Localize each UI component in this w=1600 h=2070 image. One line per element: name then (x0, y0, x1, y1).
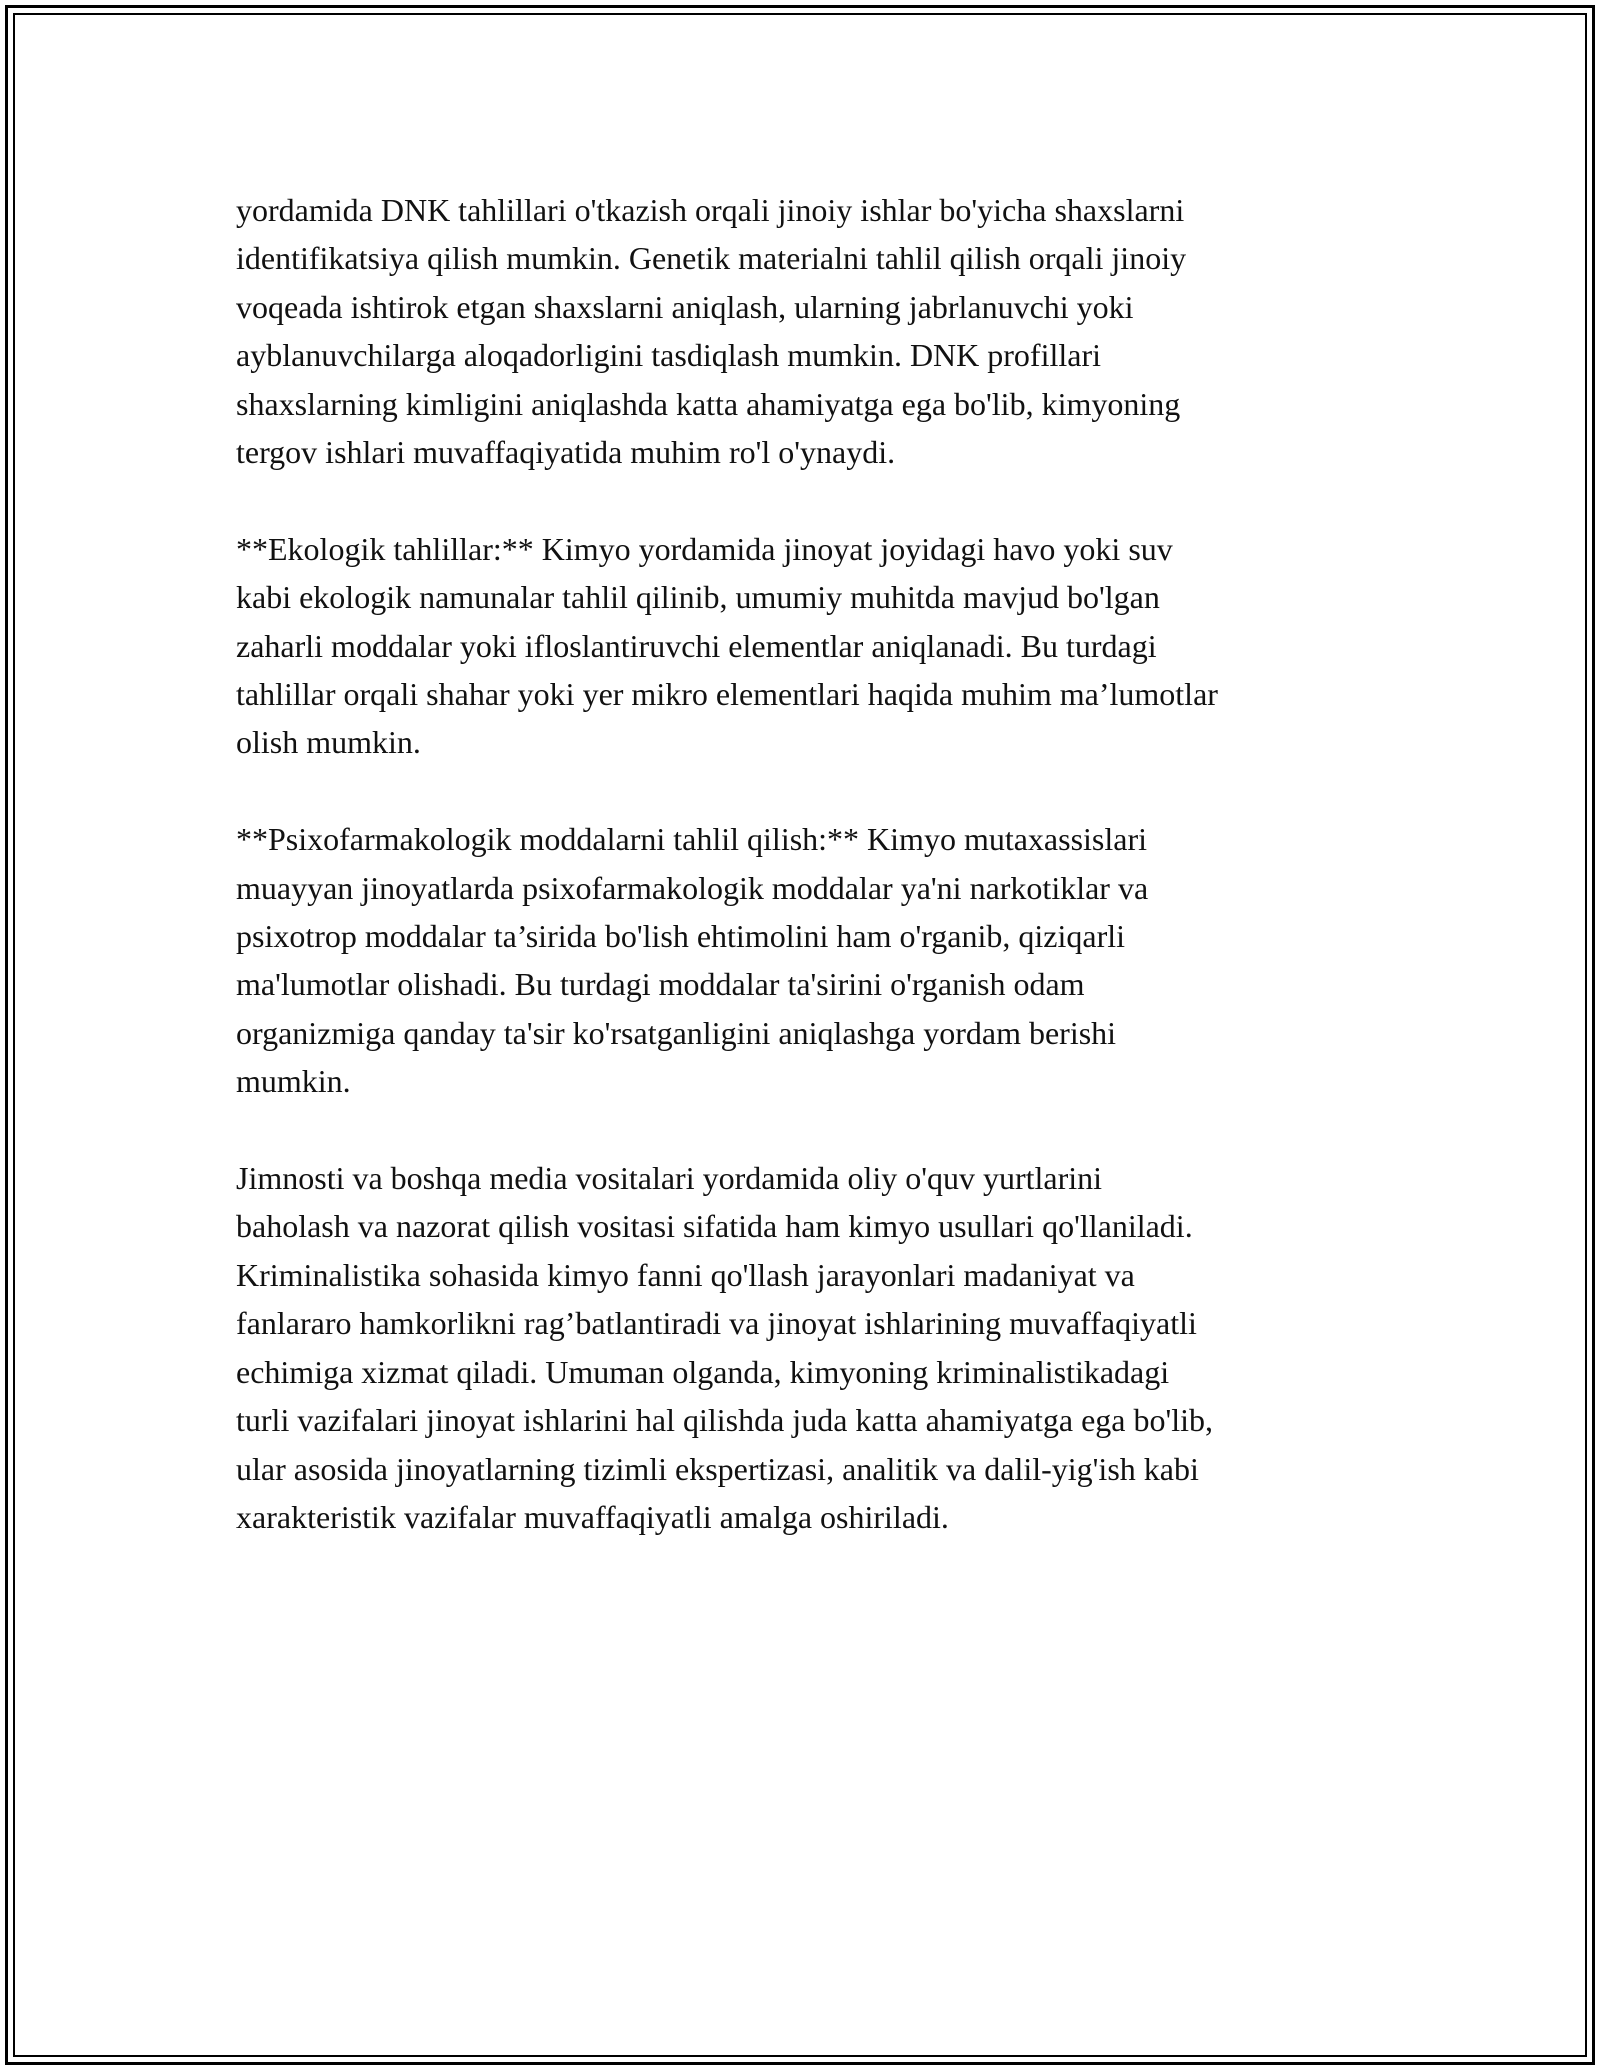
paragraph-dnk-analysis: yordamida DNK tahlillari o'tkazish orqali jinoiy ishlar bo'yicha shaxslarni identifikatsiya qilish mumkin. Genetik materialni tahlil qilish orqali jinoiy voqeada ishtirok etgan shaxslarni aniqlash, ularning jabrlanuvchi yoki ayblanuvchilarga aloqadorligini tasdiqlash mumkin. DNK profillari shaxslarning kimligini aniqlashda katta ahamiyatga ega bo'lib, kimyoning tergov ishlari muvaffaqiyatida muhim ro'l o'ynaydi. (236, 192, 1187, 471)
paragraph-psychopharmacological-analysis: **Psixofarmakologik moddalarni tahlil qilish:** Kimyo mutaxassislari muayyan jinoyatlarda psixofarmakologik moddalar ya'ni narkotiklar va psixotrop moddalar ta’sirida bo'lish ehtimolini ham o'rganib, qiziqarli ma'lumotlar olishadi. Bu turdagi moddalar ta'sirini o'rganish odam organizmiga qanday ta'sir ko'rsatganligini aniqlashga yordam berishi mumkin. (236, 821, 1149, 1100)
paragraph-conclusion: Jimnosti va boshqa media vositalari yordamida oliy o'quv yurtlarini baholash va nazorat qilish vositasi sifatida ham kimyo usullari qo'llaniladi. Kriminalistika sohasida kimyo fanni qo'llash jarayonlari madaniyat va fanlararo hamkorlikni rag’batlantiradi va jinoyat ishlarining muvaffaqiyatli echimiga xizmat qiladi. Umuman olganda, kimyoning kriminalistikadagi turli vazifalari jinoyat ishlarini hal qilishda juda katta ahamiyatga ega bo'lib, ular asosida jinoyatlarning tizimli ekspertizasi, analitik va dalil-yig'ish kabi xarakteristik vazifalar muvaffaqiyatli amalga oshiriladi. (236, 1160, 1214, 1535)
paragraph-ecological-analysis: **Ekologik tahlillar:** Kimyo yordamida jinoyat joyidagi havo yoki suv kabi ekologik namunalar tahlil qilinib, umumiy muhitda mavjud bo'lgan zaharli moddalar yoki ifloslantiruvchi elementlar aniqlanadi. Bu turdagi tahlillar orqali shahar yoki yer mikro elementlari haqida muhim ma’lumotlar olish mumkin. (236, 530, 1218, 761)
document-body (236, 186, 1368, 1590)
